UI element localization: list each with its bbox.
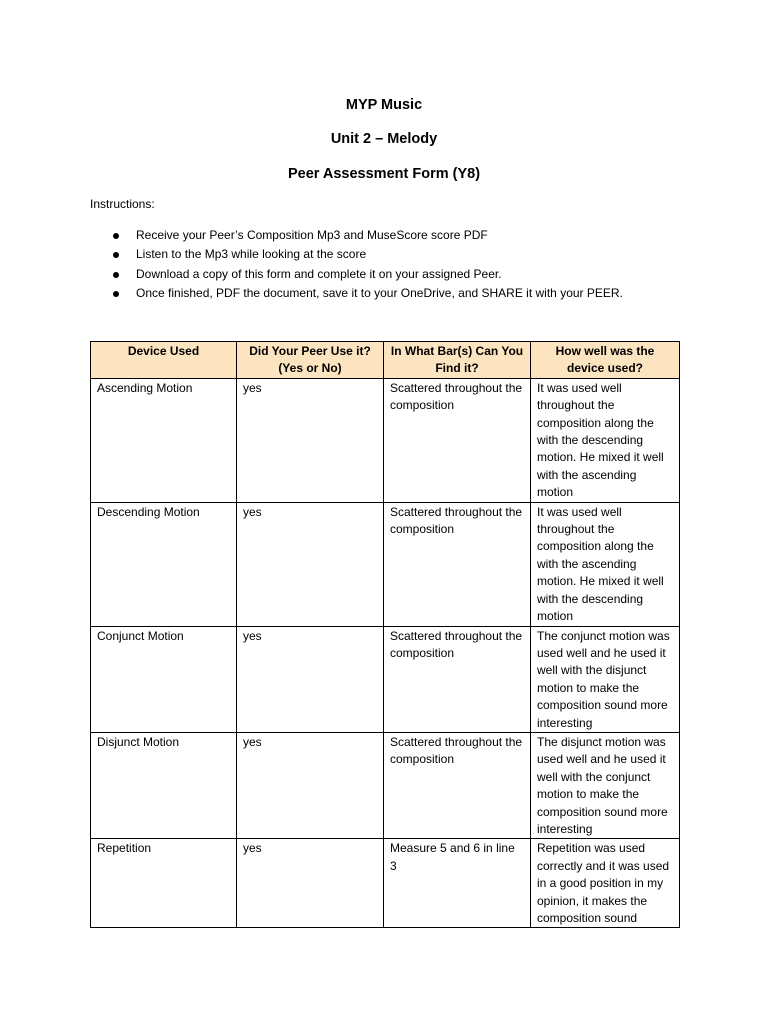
instruction-text: Listen to the Mp3 while looking at the score xyxy=(136,247,367,262)
cell-device: Conjunct Motion xyxy=(91,626,237,732)
instruction-item xyxy=(110,284,730,303)
cell-used: yes xyxy=(237,839,384,928)
header-peer-used: Did Your Peer Use it? (Yes or No) xyxy=(237,342,384,379)
table-row xyxy=(91,626,680,732)
instruction-text: Once finished, PDF the document, save it to your OneDrive, and SHARE it with your PEER. xyxy=(136,285,623,300)
cell-how: It was used well throughout the composition along the with the descending motion. He mixed it well with the ascending motion xyxy=(531,378,680,502)
assessment-table xyxy=(90,341,680,928)
cell-how: The disjunct motion was used well and he used it well with the conjunct motion to make the composition sound more interesting xyxy=(531,732,680,838)
instruction-item xyxy=(110,245,730,264)
header-device-used: Device Used xyxy=(91,342,237,379)
instruction-text: Download a copy of this form and complete it on your assigned Peer. xyxy=(136,266,502,281)
instruction-item xyxy=(110,265,730,284)
cell-device: Descending Motion xyxy=(91,502,237,626)
unit-title: Unit 2 – Melody xyxy=(330,131,438,147)
cell-bars: Measure 5 and 6 in line 3 xyxy=(384,839,531,928)
cell-used: yes xyxy=(237,378,384,502)
table-row xyxy=(91,378,680,502)
instruction-item xyxy=(110,226,730,245)
header-bars: In What Bar(s) Can You Find it? xyxy=(384,342,531,379)
cell-used: yes xyxy=(237,732,384,838)
doc-title: MYP Music xyxy=(345,97,423,113)
cell-how: Repetition was used correctly and it was used in a good position in my opinion, it makes the composition sound xyxy=(531,839,680,928)
cell-device: Repetition xyxy=(91,839,237,928)
cell-bars: Scattered throughout the composition xyxy=(384,626,531,732)
cell-device: Ascending Motion xyxy=(91,378,237,502)
instruction-text: Receive your Peer’s Composition Mp3 and MuseScore score PDF xyxy=(136,228,488,242)
table-row xyxy=(91,732,680,838)
cell-device: Disjunct Motion xyxy=(91,732,237,838)
bullet-icon xyxy=(113,272,119,278)
table-row xyxy=(91,502,680,626)
cell-used: yes xyxy=(237,626,384,732)
cell-bars: Scattered throughout the composition xyxy=(384,502,531,626)
cell-used: yes xyxy=(237,502,384,626)
bullet-icon xyxy=(113,233,119,239)
instructions-label: Instructions: xyxy=(90,197,155,211)
table-header-row xyxy=(91,342,680,379)
table-row xyxy=(91,839,680,928)
cell-how: The conjunct motion was used well and he used it well with the disjunct motion to make the composition sound more interesting xyxy=(531,626,680,732)
bullet-icon xyxy=(113,252,119,258)
header-how-well: How well was the device used? xyxy=(531,342,680,379)
cell-how: It was used well throughout the composition along the with the ascending motion. He mixed it well with the descending motion xyxy=(531,502,680,626)
cell-bars: Scattered throughout the composition xyxy=(384,732,531,838)
form-title: Peer Assessment Form (Y8) xyxy=(287,166,481,182)
cell-bars: Scattered throughout the composition xyxy=(384,378,531,502)
bullet-icon xyxy=(113,291,119,297)
instructions-list xyxy=(110,226,730,303)
